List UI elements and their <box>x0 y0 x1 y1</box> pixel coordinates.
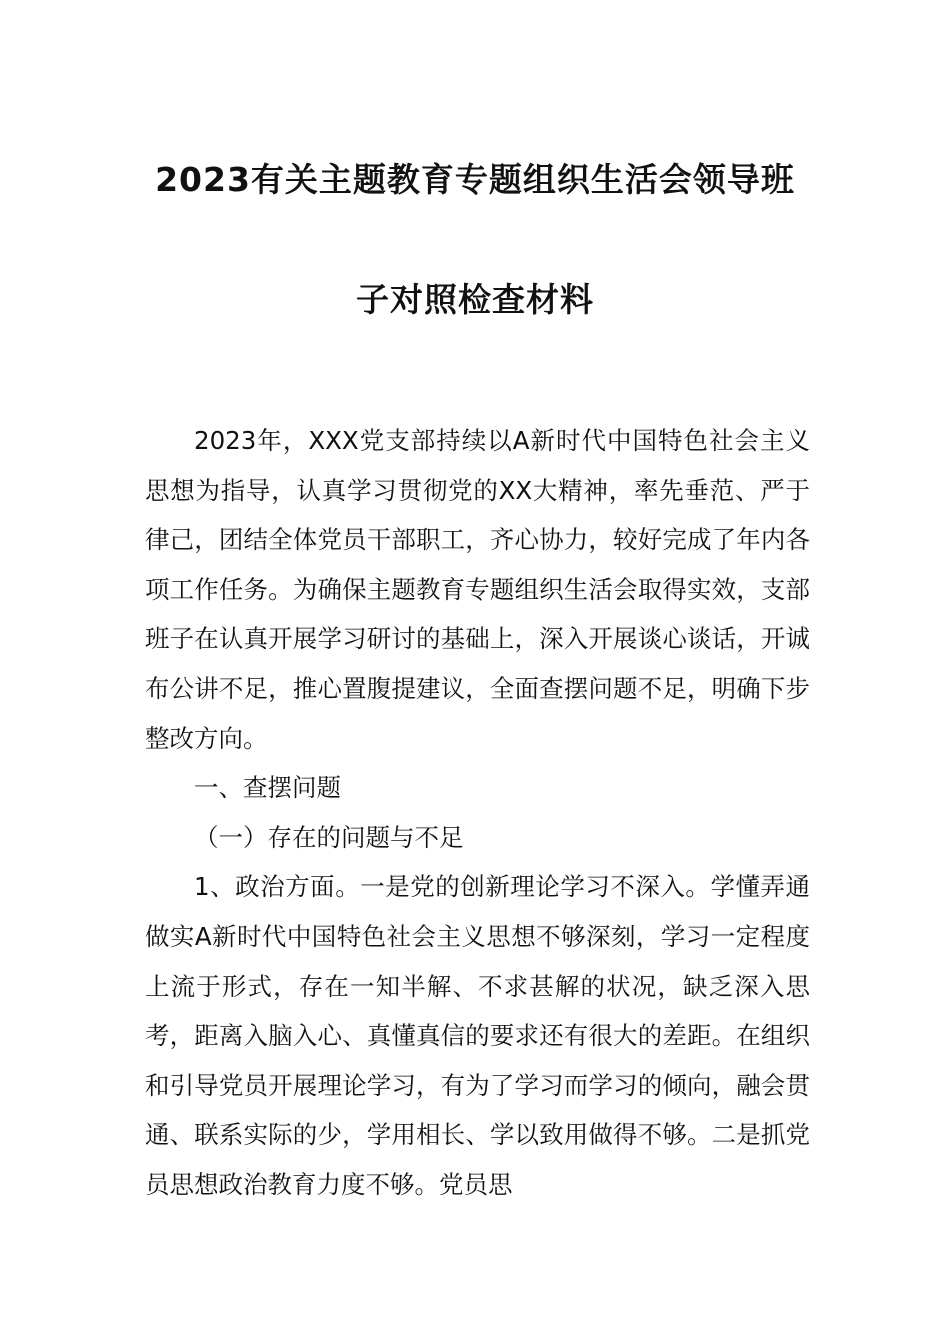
intro-paragraph: 2023年，XXX党支部持续以A新时代中国特色社会主义思想为指导，认真学习贯彻党的XX大精神，率先垂范、严于律己，团结全体党员干部职工，齐心协力，较好完成了年内各项工作任务。为确保主题教育专题组织生活会取得实效，支部班子在认真开展学习研讨的基础上，深入开展谈心谈话，开诚布公讲不足，推心置腹提建议，全面查摆问题不足，明确下步整改方向。 <box>145 426 810 753</box>
section-heading: 一、查摆问题 <box>194 773 341 803</box>
document-body <box>145 416 810 1210</box>
subsection-heading: （一）存在的问题与不足 <box>194 822 464 852</box>
document-title-line-2: 子对照检查材料 <box>356 280 594 319</box>
document-title-line-1: 2023有关主题教育专题组织生活会领导班 <box>155 160 795 199</box>
political-aspect-paragraph: 1、政治方面。一是党的创新理论学习不深入。学懂弄通做实A新时代中国特色社会主义思想不够深刻，学习一定程度上流于形式，存在一知半解、不求甚解的状况，缺乏深入思考，距离入脑入心、真懂真信的要求还有很大的差距。在组织和引导党员开展理论学习，有为了学习而学习的倾向，融会贯通、联系实际的少，学用相长、学以致用做得不够。二是抓党员思想政治教育力度不够。党员思 <box>145 872 810 1199</box>
